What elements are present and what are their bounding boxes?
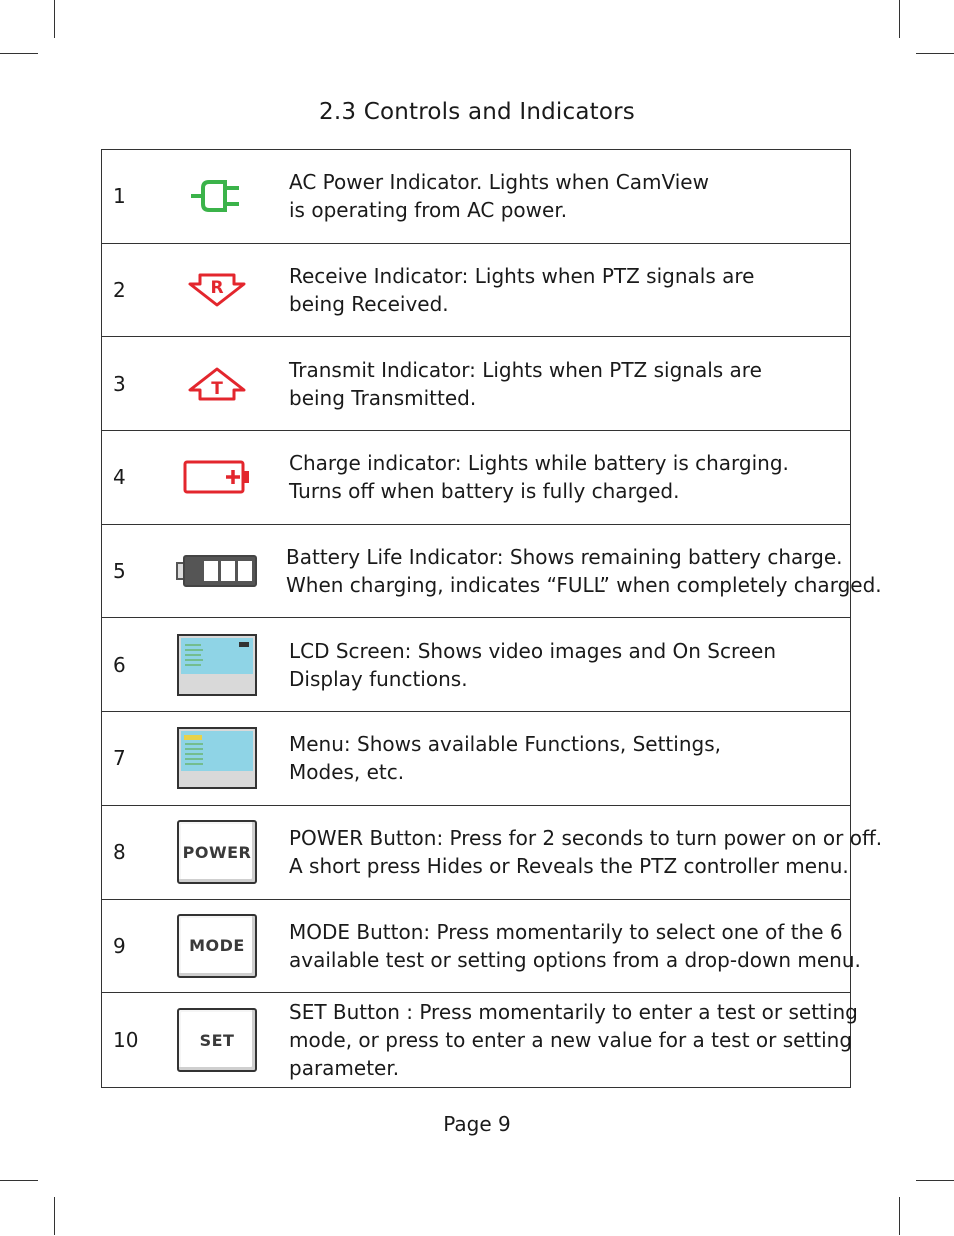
row-number: 2 xyxy=(113,278,126,303)
row-description-line: POWER Button: Press for 2 seconds to turn power on or off. xyxy=(289,826,883,851)
crop-mark xyxy=(899,0,900,38)
row-description-line: being Transmitted. xyxy=(289,385,477,410)
row-description-line: available test or setting options from a drop-down menu. xyxy=(289,947,861,972)
row-number: 3 xyxy=(113,371,126,396)
table-row xyxy=(102,806,883,900)
crop-mark xyxy=(0,53,38,54)
row-description-line: Receive Indicator: Lights when PTZ signals are xyxy=(289,264,755,289)
table-row xyxy=(102,993,858,1087)
svg-text:R: R xyxy=(210,278,224,299)
row-number: 6 xyxy=(113,652,126,677)
row-number: 4 xyxy=(113,465,126,490)
table-row xyxy=(102,618,850,712)
svg-text:T: T xyxy=(211,378,223,399)
row-number: 1 xyxy=(113,184,126,209)
crop-mark xyxy=(916,1180,954,1181)
crop-mark xyxy=(899,1197,900,1235)
receive-r-arrow-icon xyxy=(186,272,248,308)
crop-mark xyxy=(54,1197,55,1235)
row-description-line: Charge indicator: Lights while battery is charging. xyxy=(289,451,789,476)
row-description-line: When charging, indicates “FULL” when completely charged. xyxy=(286,573,882,598)
row-description-line: LCD Screen: Shows video images and On Screen xyxy=(289,638,777,663)
charge-battery-plus-icon xyxy=(182,458,252,496)
mode-button-icon: MODE xyxy=(177,914,257,978)
table-row xyxy=(102,712,850,806)
row-description-line: A short press Hides or Reveals the PTZ controller menu. xyxy=(289,854,849,879)
row-description-line: parameter. xyxy=(289,1056,400,1081)
table-row xyxy=(102,431,850,525)
table-row xyxy=(102,525,882,619)
transmit-t-arrow-icon xyxy=(186,366,248,402)
page-title: 2.3 Controls and Indicators xyxy=(319,99,635,125)
battery-life-icon xyxy=(176,553,258,589)
row-description-line: is operating from AC power. xyxy=(289,198,568,223)
row-description-line: being Received. xyxy=(289,292,449,317)
row-description-line: Turns off when battery is fully charged. xyxy=(289,479,680,504)
row-description-line: Transmit Indicator: Lights when PTZ signals are xyxy=(289,357,762,382)
row-number: 9 xyxy=(113,933,126,958)
row-description-line: MODE Button: Press momentarily to select one of the 6 xyxy=(289,919,843,944)
row-description-line: mode, or press to enter a new value for a test or setting xyxy=(289,1028,853,1053)
power-button-icon: POWER xyxy=(177,820,257,884)
set-button-icon: SET xyxy=(177,1008,257,1072)
table-row xyxy=(102,900,861,994)
row-description-line: Menu: Shows available Functions, Settings, xyxy=(289,732,721,757)
table-row xyxy=(102,337,850,431)
controls-table xyxy=(101,149,883,1088)
crop-mark xyxy=(54,0,55,38)
row-description-line: Battery Life Indicator: Shows remaining battery charge. xyxy=(286,545,843,570)
row-description-line: Display functions. xyxy=(289,666,468,691)
row-number: 10 xyxy=(113,1028,139,1053)
ac-power-plug-icon xyxy=(189,176,245,216)
row-description-line: SET Button : Press momentarily to enter a test or setting xyxy=(289,1000,858,1025)
lcd-screen-icon xyxy=(177,634,257,696)
crop-mark xyxy=(0,1180,38,1181)
menu-screen-icon xyxy=(177,727,257,789)
row-description-line: AC Power Indicator. Lights when CamView xyxy=(289,170,709,195)
page-number: Page 9 xyxy=(443,1112,511,1136)
crop-mark xyxy=(916,53,954,54)
row-number: 8 xyxy=(113,840,126,865)
row-description-line: Modes, etc. xyxy=(289,760,405,785)
row-number: 7 xyxy=(113,746,126,771)
table-row xyxy=(102,150,850,244)
table-row xyxy=(102,244,850,338)
row-number: 5 xyxy=(113,559,126,584)
